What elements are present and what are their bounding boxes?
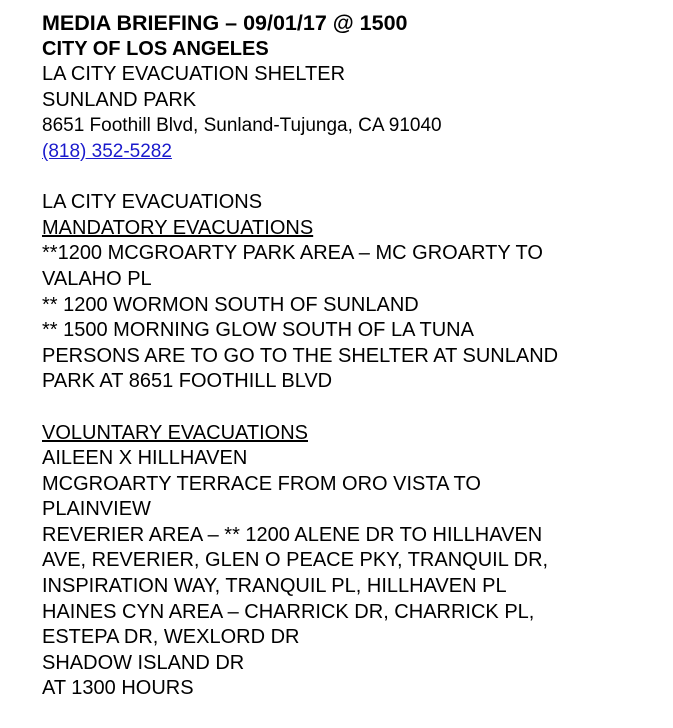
document-title: MEDIA BRIEFING – 09/01/17 @ 1500 — [42, 11, 408, 35]
mandatory-line: VALAHO PL — [42, 267, 152, 290]
shelter-location: SUNLAND PARK — [42, 88, 197, 111]
mandatory-evacuations-heading: MANDATORY EVACUATIONS — [42, 216, 314, 239]
mandatory-line: PERSONS ARE TO GO TO THE SHELTER AT SUNLAND — [42, 344, 559, 367]
voluntary-line: ESTEPA DR, WEXLORD DR — [42, 626, 300, 649]
mandatory-line: PARK AT 8651 FOOTHILL BLVD — [42, 370, 333, 393]
city-name: CITY OF LOS ANGELES — [42, 37, 269, 60]
voluntary-line: REVERIER AREA – ** 1200 ALENE DR TO HILLHAVEN — [42, 523, 543, 546]
shelter-name: LA CITY EVACUATION SHELTER — [42, 63, 346, 86]
spacer — [42, 395, 667, 421]
spacer — [42, 165, 667, 191]
voluntary-line: SHADOW ISLAND DR — [42, 651, 245, 674]
voluntary-line: HAINES CYN AREA – CHARRICK DR, CHARRICK PL, — [42, 600, 535, 623]
voluntary-line: PLAINVIEW — [42, 498, 151, 521]
shelter-phone-link[interactable]: (818) 352-5282 — [42, 140, 172, 162]
evacuations-section-title: LA CITY EVACUATIONS — [42, 191, 263, 214]
voluntary-line: AILEEN X HILLHAVEN — [42, 447, 248, 470]
mandatory-line: **1200 MCGROARTY PARK AREA – MC GROARTY TO — [42, 242, 543, 265]
media-briefing-document — [42, 11, 667, 702]
voluntary-line: MCGROARTY TERRACE FROM ORO VISTA TO — [42, 472, 481, 495]
voluntary-evacuations-heading: VOLUNTARY EVACUATIONS — [42, 421, 308, 444]
voluntary-line: INSPIRATION WAY, TRANQUIL PL, HILLHAVEN PL — [42, 575, 507, 598]
mandatory-line: ** 1500 MORNING GLOW SOUTH OF LA TUNA — [42, 319, 474, 342]
voluntary-line: AVE, REVERIER, GLEN O PEACE PKY, TRANQUIL DR, — [42, 549, 549, 572]
mandatory-line: ** 1200 WORMON SOUTH OF SUNLAND — [42, 293, 419, 316]
voluntary-line: AT 1300 HOURS — [42, 677, 194, 700]
shelter-address: 8651 Foothill Blvd, Sunland-Tujunga, CA 91040 — [42, 115, 442, 137]
